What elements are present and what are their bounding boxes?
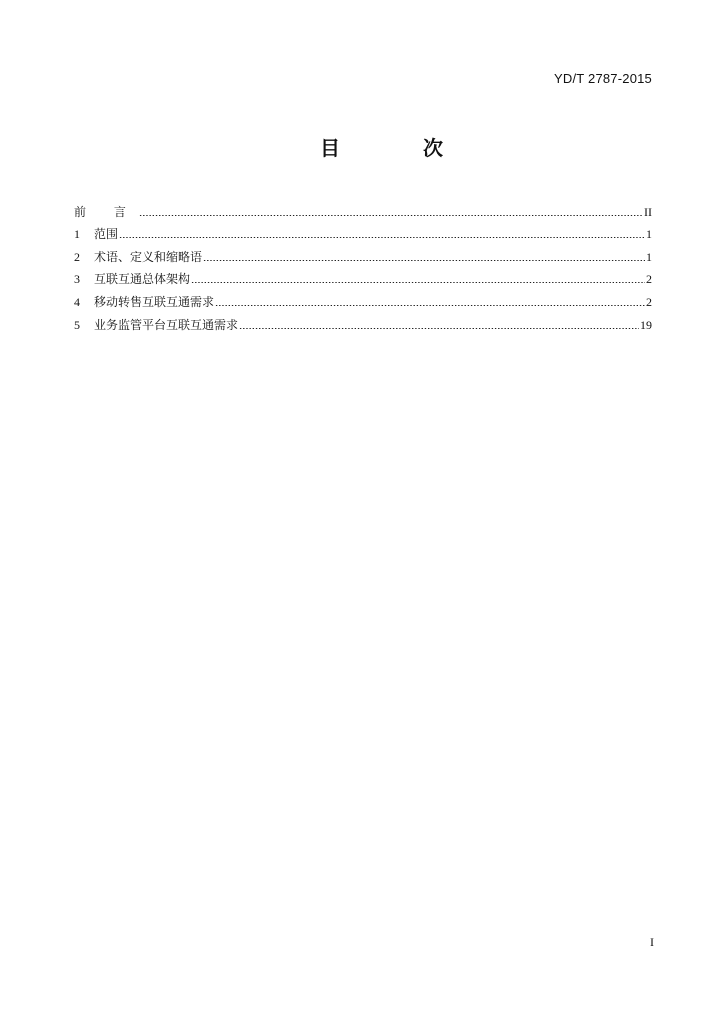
toc-entry-label: 前 言 (74, 204, 138, 219)
toc-entry-supervision-platform-requirements[interactable] (74, 309, 652, 332)
page-number: I (650, 935, 654, 949)
toc-entry-scope[interactable] (74, 219, 652, 242)
table-of-contents (74, 196, 652, 332)
toc-entry-preface[interactable] (74, 196, 652, 219)
toc-entry-page: II (644, 204, 652, 219)
dot-leader (215, 305, 645, 306)
dot-leader (139, 215, 643, 216)
toc-entry-label: 移动转售互联互通需求 (94, 294, 215, 309)
toc-entry-page: 2 (646, 272, 652, 287)
dot-leader (119, 237, 645, 238)
toc-entry-label: 业务监管平台互联互通需求 (94, 317, 239, 332)
toc-entry-label: 范围 (94, 227, 119, 242)
toc-entry-page: 19 (640, 317, 652, 332)
document-code: YD/T 2787-2015 (554, 71, 652, 86)
toc-entry-number: 3 (74, 272, 80, 287)
dot-leader (239, 328, 639, 329)
toc-entry-number: 2 (74, 249, 80, 264)
toc-entry-number: 1 (74, 227, 80, 242)
toc-entry-architecture[interactable] (74, 264, 652, 287)
table-of-contents-title: 目 次 (320, 136, 481, 160)
toc-entry-mobile-resale-requirements[interactable] (74, 286, 652, 309)
dot-leader (203, 260, 645, 261)
toc-entry-terms[interactable] (74, 241, 652, 264)
toc-entry-label: 互联互通总体架构 (94, 272, 191, 287)
toc-entry-number: 5 (74, 317, 80, 332)
toc-entry-page: 1 (646, 227, 652, 242)
dot-leader (191, 282, 645, 283)
toc-entry-number: 4 (74, 294, 80, 309)
toc-entry-page: 1 (646, 249, 652, 264)
toc-entry-label: 术语、定义和缩略语 (94, 249, 203, 264)
toc-entry-page: 2 (646, 294, 652, 309)
